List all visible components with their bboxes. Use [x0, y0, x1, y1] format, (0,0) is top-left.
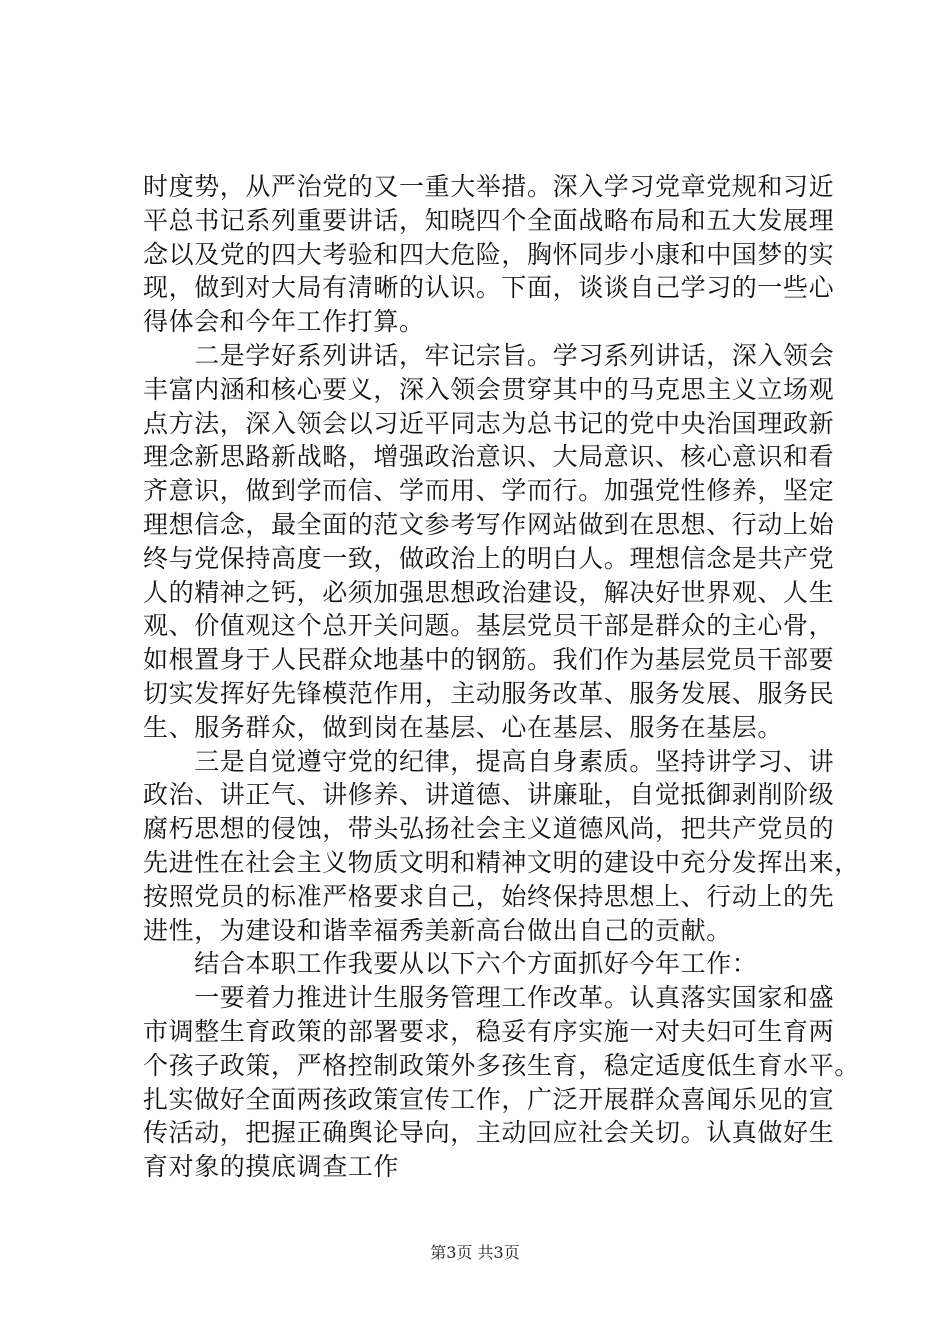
text-line: 生、服务群众，做到岗在基层、心在基层、服务在基层。 [143, 712, 784, 742]
text-line: 念以及党的四大考验和四大危险，胸怀同步小康和中国梦的实 [143, 239, 835, 269]
text-line: 一要着力推进计生服务管理工作改革。认真落实国家和盛 [143, 983, 835, 1013]
text-line: 得体会和今年工作打算。 [143, 307, 425, 337]
text-line: 市调整生育政策的部署要求，稳妥有序实施一对夫妇可生育两 [143, 1016, 835, 1046]
text-line: 进性，为建设和谐幸福秀美新高台做出自己的贡献。 [143, 915, 732, 945]
text-line: 传活动，把握正确舆论导向，主动回应社会关切。认真做好生 [143, 1118, 835, 1148]
text-line: 点方法，深入领会以习近平同志为总书记的党中央治国理政新 [143, 408, 835, 438]
text-line: 二是学好系列讲话，牢记宗旨。学习系列讲话，深入领会 [143, 340, 835, 370]
document-body [143, 170, 860, 1184]
text-line: 现，做到对大局有清晰的认识。下面，谈谈自己学习的一些心 [143, 273, 835, 303]
text-line: 个孩子政策，严格控制政策外多孩生育，稳定适度低生育水平。 [143, 1050, 860, 1080]
text-line: 先进性在社会主义物质文明和精神文明的建设中充分发挥出来， [143, 847, 860, 877]
text-line: 时度势，从严治党的又一重大举措。深入学习党章党规和习近 [143, 172, 835, 201]
text-line: 结合本职工作我要从以下六个方面抓好今年工作： [143, 949, 758, 979]
text-line: 三是自觉遵守党的纪律，提高自身素质。坚持讲学习、讲 [143, 746, 835, 776]
text-line: 观、价值观这个总开关问题。基层党员干部是群众的主心骨， [143, 611, 835, 641]
text-line: 扎实做好全面两孩政策宣传工作，广泛开展群众喜闻乐见的宣 [143, 1084, 835, 1114]
text-line: 理想信念，最全面的范文参考写作网站做到在思想、行动上始 [143, 509, 835, 539]
text-line: 如根置身于人民群众地基中的钢筋。我们作为基层党员干部要 [143, 645, 835, 675]
text-line: 理念新思路新战略，增强政治意识、大局意识、核心意识和看 [143, 442, 835, 472]
text-line: 平总书记系列重要讲话，知晓四个全面战略布局和五大发展理 [143, 205, 835, 235]
page-number-footer: 第3页 共3页 [430, 1243, 520, 1262]
text-line: 齐意识，做到学而信、学而用、学而行。加强党性修养，坚定 [143, 476, 835, 506]
text-line: 终与党保持高度一致，做政治上的明白人。理想信念是共产党 [143, 543, 835, 573]
text-line: 育对象的摸底调查工作 [143, 1152, 400, 1182]
text-line: 切实发挥好先锋模范作用，主动服务改革、服务发展、服务民 [143, 678, 835, 708]
text-line: 政治、讲正气、讲修养、讲道德、讲廉耻，自觉抵御剥削阶级 [143, 780, 835, 810]
text-line: 按照党员的标准严格要求自己，始终保持思想上、行动上的先 [143, 881, 835, 911]
text-line: 人的精神之钙，必须加强思想政治建设，解决好世界观、人生 [143, 577, 835, 607]
text-line: 丰富内涵和核心要义，深入领会贯穿其中的马克思主义立场观 [143, 374, 835, 404]
text-line: 腐朽思想的侵蚀，带头弘扬社会主义道德风尚，把共产党员的 [143, 814, 835, 844]
